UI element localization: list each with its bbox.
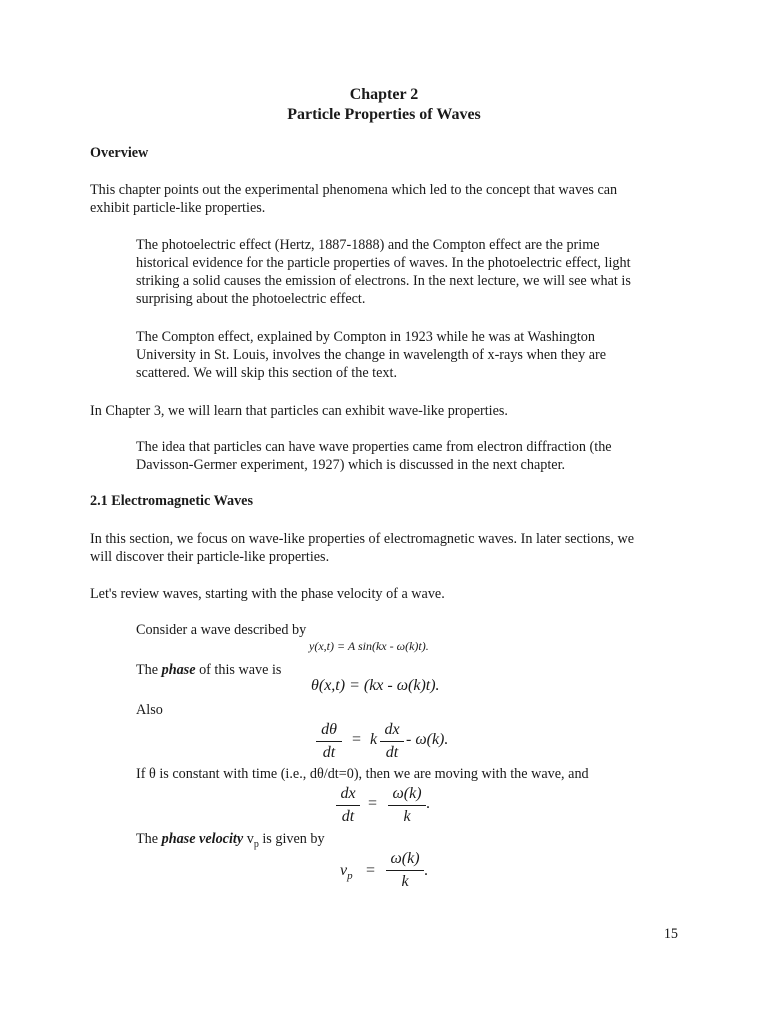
fraction-numerator: dθ	[321, 721, 337, 738]
overview-intro	[90, 181, 617, 217]
photoelectric-paragraph	[136, 236, 631, 308]
fraction-numerator: ω(k)	[390, 850, 420, 867]
chapter-label: Chapter 2	[349, 86, 419, 103]
phase-velocity-fraction	[386, 849, 424, 892]
phase-suffix: of this wave is	[195, 662, 282, 678]
section-intro	[90, 530, 634, 566]
pv-symbol: v	[243, 831, 254, 847]
chapter-title: Particle Properties of Waves	[287, 106, 481, 123]
compton-paragraph	[136, 328, 606, 382]
overview-heading: Overview	[90, 145, 149, 161]
text-line: In this section, we focus on wave-like properties of electromagnetic waves. In later sections, we	[90, 531, 635, 547]
period: .	[426, 795, 430, 812]
text-line: This chapter points out the experimental phenomena which led to the concept that waves can	[90, 182, 618, 198]
text-line: University in St. Louis, involves the change in wavelength of x-rays when they are	[136, 347, 607, 363]
review-line: Let's review waves, starting with the phase velocity of a wave.	[90, 586, 445, 602]
fraction-bar	[386, 870, 424, 871]
chapter3-line: In Chapter 3, we will learn that particles can exhibit wave-like properties.	[90, 403, 508, 419]
text-line: scattered. We will skip this section of the text.	[136, 365, 398, 381]
fraction-numerator: ω(k)	[392, 785, 422, 802]
phase-velocity-term: phase velocity	[161, 831, 244, 847]
v-letter: v	[340, 862, 348, 879]
fraction-denominator: dt	[385, 744, 399, 761]
equals-sign: =	[368, 795, 378, 812]
text-line: striking a solid causes the emission of electrons. In the next lecture, we will see what is	[136, 273, 631, 289]
phase-prefix: The	[136, 662, 162, 678]
dtheta-dt-fraction	[316, 720, 342, 763]
fraction-bar	[388, 805, 426, 806]
k-coefficient: k	[370, 731, 378, 748]
phase-line	[136, 661, 281, 679]
text-line: will discover their particle-like properties.	[90, 549, 330, 565]
phase-equation: θ(x,t) = (kx - ω(k)t).	[311, 677, 440, 694]
fraction-denominator: k	[401, 873, 409, 890]
p-subscript: p	[347, 870, 353, 883]
fraction-bar	[380, 741, 404, 742]
also-label: Also	[136, 702, 163, 718]
wave-equation: y(x,t) = A sin(kx - ω(k)t).	[309, 639, 429, 653]
fraction-denominator: dt	[341, 808, 355, 825]
text-line: surprising about the photoelectric effect.	[136, 291, 366, 307]
text-line: The photoelectric effect (Hertz, 1887-1888) and the Compton effect are the prime	[136, 237, 600, 253]
constant-line: If θ is constant with time (i.e., dθ/dt=0), then we are moving with the wave, and	[136, 766, 589, 782]
text-line: The Compton effect, explained by Compton in 1923 while he was at Washington	[136, 329, 595, 345]
omega-term: - ω(k).	[406, 731, 449, 748]
equals-sign: =	[366, 862, 376, 879]
dx-dt-fraction	[380, 720, 404, 763]
phase-term: phase	[161, 662, 196, 678]
page-number: 15	[663, 926, 678, 942]
equals-sign: =	[352, 731, 362, 748]
section-heading: 2.1 Electromagnetic Waves	[90, 493, 253, 509]
vp-symbol	[340, 862, 353, 882]
consider-line: Consider a wave described by	[136, 622, 307, 638]
period: .	[424, 862, 428, 879]
text-line: historical evidence for the particle properties of waves. In the photoelectric effect, light	[136, 255, 631, 271]
pv-suffix: is given by	[258, 831, 325, 847]
fraction-bar	[336, 805, 360, 806]
fraction-numerator: dx	[340, 785, 356, 802]
text-line: Davisson-Germer experiment, 1927) which is discussed in the next chapter.	[136, 457, 566, 473]
fraction-denominator: dt	[322, 744, 336, 761]
pv-subscript: p	[253, 838, 259, 850]
velocity-rhs-fraction	[388, 784, 426, 827]
fraction-denominator: k	[403, 808, 411, 825]
pv-prefix: The	[136, 831, 162, 847]
phase-velocity-line	[136, 830, 325, 854]
fraction-numerator: dx	[384, 721, 400, 738]
fraction-bar	[316, 741, 342, 742]
text-line: The idea that particles can have wave properties came from electron diffraction (the	[136, 439, 612, 455]
text-line: exhibit particle-like properties.	[90, 200, 266, 216]
diffraction-paragraph	[136, 438, 612, 474]
velocity-lhs-fraction	[336, 784, 360, 827]
